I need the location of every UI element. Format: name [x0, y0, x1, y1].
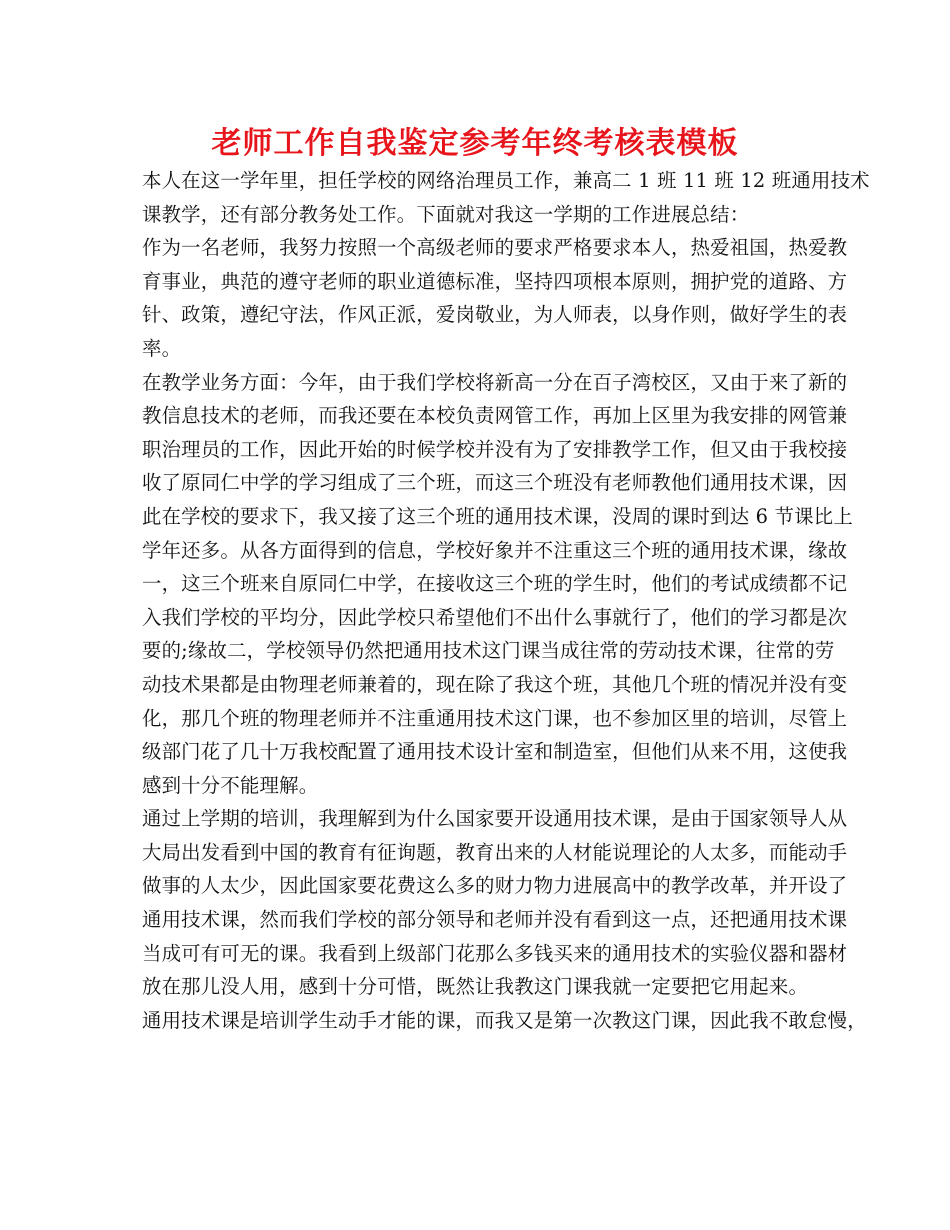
- text-line: 此在学校的要求下，我又接了这三个班的通用技术课，没周的课时到达 6 节课比上: [142, 504, 853, 528]
- text-line: 课教学，还有部分教务处工作。下面就对我这一学期的工作进展总结：: [142, 202, 750, 226]
- document-title: 老师工作自我鉴定参考年终考核表模板: [211, 126, 739, 161]
- text-line: 化，那几个班的物理老师并不注重通用技术这门课，也不参加区里的培训，尽管上: [142, 706, 848, 730]
- text-line: 通用技术课是培训学生动手才能的课，而我又是第一次教这门课，因此我不敢怠慢，: [142, 1008, 867, 1032]
- text-line: 动技术果都是由物理老师兼着的，现在除了我这个班，其他几个班的情况并没有变: [142, 672, 848, 696]
- text-line: 大局出发看到中国的教育有征询题，教育出来的人材能说理论的人太多，而能动手: [142, 840, 848, 864]
- text-line: 通用技术课，然而我们学校的部分领导和老师并没有看到这一点，还把通用技术课: [142, 908, 848, 932]
- text-line: 要的;缘故二，学校领导仍然把通用技术这门课当成往常的劳动技术课，往常的劳: [142, 639, 835, 663]
- text-line: 一，这三个班来自原同仁中学，在接收这三个班的学生时，他们的考试成绩都不记: [142, 572, 848, 596]
- text-line: 通过上学期的培训，我理解到为什么国家要开设通用技术课，是由于国家领导人从: [142, 807, 848, 831]
- text-line: 级部门花了几十万我校配置了通用技术设计室和制造室，但他们从来不用，这使我: [142, 740, 848, 764]
- text-line: 本人在这一学年里，担任学校的网络治理员工作，兼高二 1 班 11 班 12 班通用技术: [142, 169, 870, 192]
- document-body: [142, 164, 870, 1037]
- text-line: 作为一名老师，我努力按照一个高级老师的要求严格要求本人，热爱祖国，热爱教: [142, 236, 848, 260]
- text-line: 放在那儿没人用，感到十分可惜，既然让我教这门课我就一定要把它用起来。: [142, 975, 809, 999]
- text-line: 做事的人太少，因此国家要花费这么多的财力物力进展高中的教学改革，并开设了: [142, 874, 848, 898]
- text-line: 在教学业务方面：今年，由于我们学校将新高一分在百子湾校区，又由于来了新的: [142, 370, 848, 394]
- text-line: 育事业，典范的遵守老师的职业道德标准，坚持四项根本原则，拥护党的道路、方: [142, 269, 848, 293]
- text-line: 入我们学校的平均分，因此学校只希望他们不出什么事就行了，他们的学习都是次: [142, 605, 848, 629]
- text-line: 当成可有可无的课。我看到上级部门花那么多钱买来的通用技术的实验仪器和器材: [142, 941, 848, 965]
- text-line: 率。: [142, 336, 182, 360]
- text-line: 针、政策，遵纪守法，作风正派，爱岗敬业，为人师表，以身作则，做好学生的表: [142, 303, 848, 327]
- text-line: 学年还多。从各方面得到的信息，学校好象并不注重这三个班的通用技术课，缘故: [142, 538, 848, 562]
- text-line: 收了原同仁中学的学习组成了三个班，而这三个班没有老师教他们通用技术课，因: [142, 471, 848, 495]
- text-line: 教信息技术的老师，而我还要在本校负责网管工作，再加上区里为我安排的网管兼: [142, 404, 848, 428]
- text-line: 职治理员的工作，因此开始的时候学校并没有为了安排教学工作，但又由于我校接: [142, 437, 848, 461]
- text-line: 感到十分不能理解。: [142, 773, 319, 797]
